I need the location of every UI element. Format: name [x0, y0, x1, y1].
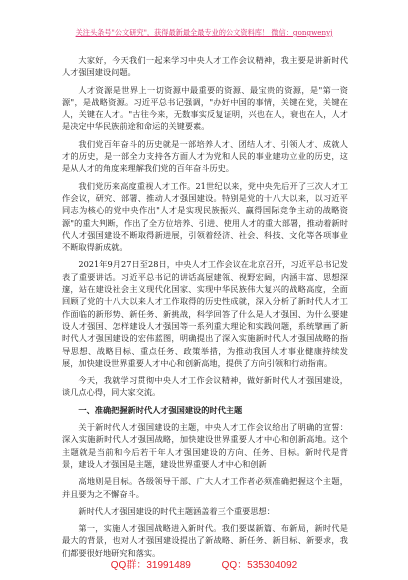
body-paragraph: 人才资源是世界上一切资源中最重要的资源、最宝贵的资源，是"第一资源"，是战略资源。习近平总书记强调，"办好中国的事情，关键在党，关键在人，关键在人才。"古往今来，无数事实反复证明，兴也在人，衰也在人，人才是决定中华民族前途和命运的关键要素。 — [62, 84, 348, 132]
footer-qq-group: QQ群：31991489 — [110, 560, 191, 571]
body-paragraph: 我们党百年奋斗的历史就是一部培养人才、团结人才、引领人才、成就人才的历史，是一部全力支持各方面人才为党和人民的事业建功立业的历史，这是从人才的角度来理解我们党的百年奋斗历史。 — [62, 138, 348, 174]
body-paragraph: 高地则是目标。各级领导干部、广大人才工作者必须准确把握这个主题，并且要为之不懈奋斗。 — [62, 476, 348, 499]
footer-contacts — [0, 560, 408, 572]
section-heading: 一、准确把握新时代人才强国建设的时代主题 — [78, 404, 243, 415]
document-body — [62, 54, 348, 564]
body-paragraph: 第一，实施人才强国战略进入新时代。我们要谋新篇、布新局，新时代是最大的背景，也对人才强国建设提出了新战略、新任务、新目标、新要求，我们都要很好地研究和落实。 — [62, 523, 348, 558]
body-paragraph: 2021年9月27日至28日，中央人才工作会议在北京召开，习近平总书记发表了重要讲话。习近平总书记的讲话高屋建瓴、视野宏阔，内涵丰富、思想深邃，站在建设社会主义现代化国家、实现中华民族伟大复兴的战略高度，全面回顾了党的十八大以来人才工作取得的历史性成就，深入分析了新时代人才工作面临的新形势、新任务、新挑战，科学回答了什么是人才强国、为什么要建设人才强国、怎样建设人才强国等一系列重大理论和实践问题，系统擘画了新时代人才强国建设的宏伟蓝图，明确提出了深入实施新时代人才强国战略的指导思想、战略目标、重点任务、政策举措，为推动我国人才事业健康持续发展，加快建设世界重要人才中心和创新高地，提供了方向引领和行动指南。 — [62, 259, 348, 368]
header-banner: 关注头条号"公文研究"，获得最新最全最专业的公文资料库！ 微信：gongwenyj — [75, 28, 333, 37]
body-paragraph: 新时代人才强国建设的时代主题涵盖着三个重要思想： — [78, 505, 275, 516]
intro-paragraph: 大家好，今天我们一起来学习中央人才工作会议精神，我主要是讲新时代人才强国建设问题。 — [62, 55, 348, 78]
body-paragraph: 今天，我就学习贯彻中央人才工作会议精神，做好新时代人才强国建设，谈几点心得，同大家交流。 — [62, 375, 348, 398]
body-paragraph: 关于新时代人才强国建设的主题，中央人才工作会议给出了明确的宣誓：深入实施新时代人才强国战略，加快建设世界重要人才中心和创新高地。这个主题就是当前和今后若干年人才强国建设的方向、任务、目标。新时代是背景，建设人才强国是主题，建设世界重要人才中心和创新 — [62, 422, 348, 469]
footer-qq: QQ：535304092 — [221, 560, 298, 571]
body-paragraph: 我们党历来高度重视人才工作。21世纪以来，党中央先后开了三次人才工作会议，研究、部署、推动人才强国建设。特别是党的十八大以来，以习近平同志为核心的党中央作出"人才是实现民族振兴、赢得国际竞争主动的战略资源"的重大判断，作出了全方位培养、引进、使用人才的重大部署，推动着新时代人才强国建设不断取得新进展，引领着经济、社会、科技、文化等各项事业不断取得新成就。 — [62, 180, 348, 253]
